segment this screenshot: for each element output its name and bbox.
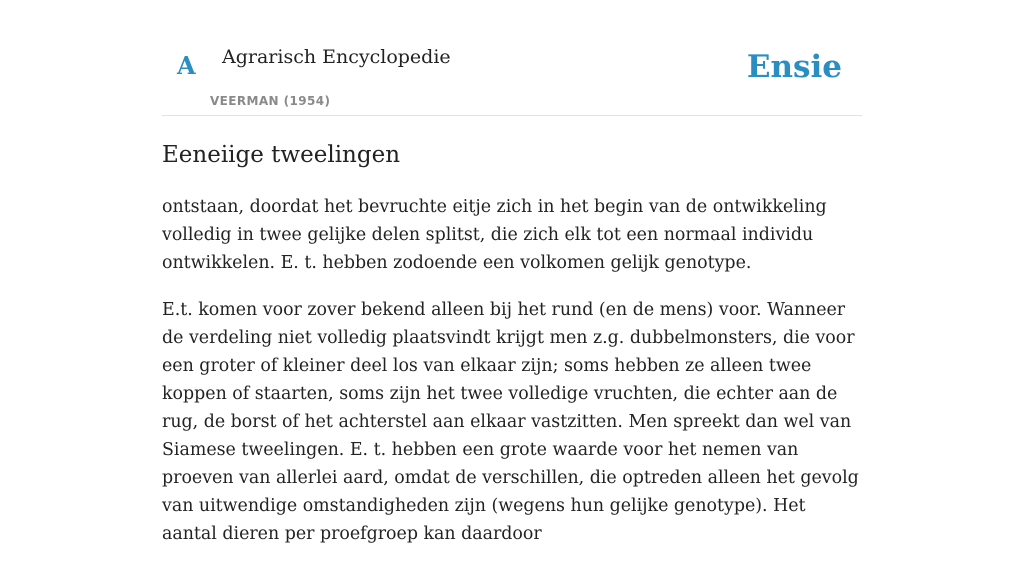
book-meta: VEERMAN (1954) [210,94,331,108]
ensie-logo[interactable]: Ensie [746,49,842,85]
book-logo-letter[interactable]: A [177,51,196,80]
body-paragraph: ontstaan, doordat het bevruchte eitje zich in het begin van de ontwikkeling volledig in twee gelijke delen splitst, die zich elk tot een normaal individu ontwikkelen. E. t. hebben zodoende een volkomen gelijk genotype. [162,197,827,273]
entry-body [162,193,862,548]
book-title[interactable]: Agrarisch Encyclopedie [222,46,451,68]
entry-title: Eeneiige tweelingen [162,142,401,168]
body-paragraph: E.t. komen voor zover bekend alleen bij het rund (en de mens) voor. Wanneer de verdeling niet volledig plaatsvindt krijgt men z.g. dubbelmonsters, die voor een groter of kleiner deel los van elkaar zijn; soms hebben ze alleen twee koppen of staarten, soms zijn het twee volledige vruchten, die echter aan de rug, de borst of het achterstel aan elkaar vastzitten. Men spreekt dan wel van Siamese tweelingen. E. t. hebben een grote waarde voor het nemen van proeven van allerlei aard, omdat de verschillen, die optreden alleen het gevolg van uitwendige omstandigheden zijn (wegens hun gelijke genotype). Het aantal dieren per proefgroep kan daardoor [162,300,859,544]
header [162,0,862,116]
content-column [162,0,862,567]
